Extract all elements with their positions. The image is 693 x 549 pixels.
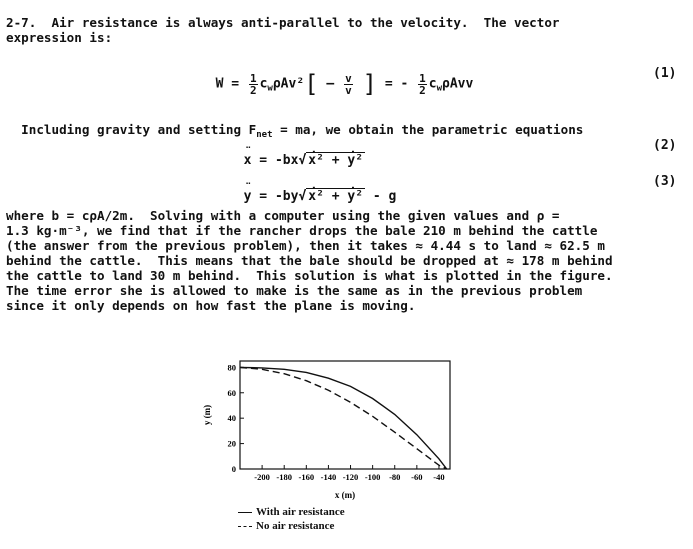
body-line: where b = cρA/2m. Solving with a computer using the given values and ρ = bbox=[6, 208, 560, 223]
y-tick-label: 20 bbox=[227, 438, 236, 449]
eq3-mid: = -by bbox=[251, 189, 299, 204]
x-tick-label: -120 bbox=[342, 472, 359, 482]
eq2-end: ² bbox=[355, 153, 364, 168]
eq1-rhs-half bbox=[418, 73, 427, 96]
eq1-rho-av2: ρAv² bbox=[272, 76, 305, 92]
equation-3-number: (3) bbox=[653, 174, 677, 189]
series-line-no-air-resistance bbox=[240, 367, 447, 469]
intro-line-1: 2-7. Air resistance is always anti-parallel to the velocity. The vector bbox=[6, 15, 560, 30]
eq1-rhs-half-den: 2 bbox=[419, 83, 426, 97]
eq1-cw: c bbox=[259, 76, 268, 92]
eq1-half-fraction bbox=[249, 73, 258, 96]
body-line: the cattle to land 30 m behind. This solution is what is plotted in the figure. bbox=[6, 268, 613, 283]
eq1-half-num: 1 bbox=[249, 71, 257, 85]
intro-line-2: expression is: bbox=[6, 30, 113, 45]
body-line: behind the cattle. This means that the bale should be dropped at ≈ 178 m behind bbox=[6, 253, 613, 268]
body-line: 1.3 kg·m⁻³, we find that if the rancher drops the bale 210 m behind the cattle bbox=[6, 223, 598, 238]
eq3-x-dot: · x bbox=[308, 189, 316, 204]
eq1-rhs-rest: ρAvv bbox=[442, 76, 474, 92]
body-line: (the answer from the previous problem), then it takes ≈ 4.44 s to land ≈ 62.5 m bbox=[6, 238, 605, 253]
eq1-rhs-half-num: 1 bbox=[419, 71, 426, 85]
eq3-radicand bbox=[306, 188, 365, 204]
eq2-x-dot: · x bbox=[308, 153, 316, 168]
x-axis-label: x (m) bbox=[334, 490, 356, 500]
gravity-line-post: = ma, we obtain the parametric equations bbox=[272, 122, 584, 137]
eq2-plus: ² + bbox=[316, 153, 348, 168]
eq1-lhs: W = bbox=[215, 76, 247, 92]
body-line: since it only depends on how fast the plane is moving. bbox=[6, 298, 416, 313]
eq3-plus: ² + bbox=[316, 189, 348, 204]
eq3-y-dot: · y bbox=[347, 189, 355, 204]
gravity-line-pre: Including gravity and setting bbox=[21, 122, 249, 137]
equation-1: W = $\frac{1}{2}$ $c_w\rho Av^2$[ – $\frac{v}{v}$ ] = - $\frac{1}{2}$ $c_w\rho Avv$ bbox=[215, 70, 474, 98]
x-tick-label: -180 bbox=[276, 472, 293, 482]
x-tick-label: -100 bbox=[364, 472, 381, 482]
legend-item-no-air bbox=[238, 519, 345, 533]
x-tick-label: -80 bbox=[389, 472, 401, 482]
eq1-rhs-cw-sub: w bbox=[436, 83, 443, 94]
eq3-end: ² bbox=[355, 189, 364, 204]
legend-label-no-air: No air resistance bbox=[256, 520, 335, 532]
fnet-subscript: net bbox=[256, 130, 273, 140]
y-tick-label: 40 bbox=[227, 413, 236, 424]
eq2-mid: = -bx bbox=[251, 153, 299, 168]
y-axis-ticks bbox=[228, 362, 245, 474]
x-tick-label: -160 bbox=[298, 472, 315, 482]
equation-2-number: (2) bbox=[653, 138, 677, 153]
eq1-v-mag: v bbox=[345, 83, 352, 97]
equation-1-number: (1) bbox=[653, 66, 677, 81]
legend-item-with-air bbox=[238, 505, 345, 519]
solid-line-swatch bbox=[238, 512, 252, 513]
x-axis-ticks bbox=[254, 465, 444, 482]
eq2-x-ddot: ¨ x bbox=[244, 153, 252, 168]
equation-2: ¨ x = -bx√· x² + · y² bbox=[228, 138, 365, 168]
x-tick-label: -140 bbox=[320, 472, 337, 482]
trajectory-chart-svg bbox=[202, 355, 462, 505]
eq3-tail: - g bbox=[365, 189, 397, 204]
eq1-half-den: 2 bbox=[249, 83, 257, 97]
eq1-left-bracket: [ bbox=[304, 70, 319, 98]
eq3-y-ddot: ¨ y bbox=[244, 189, 252, 204]
legend-label-with-air: With air resistance bbox=[256, 506, 345, 518]
y-tick-label: 0 bbox=[231, 464, 236, 474]
x-tick-label: -200 bbox=[254, 472, 270, 482]
chart-legend bbox=[238, 505, 345, 533]
series-group bbox=[240, 367, 447, 469]
body-line: The time error she is allowed to make is the same as in the previous problem bbox=[6, 283, 583, 298]
eq1-v-vector: v bbox=[345, 71, 352, 85]
eq1-cw-sub: w bbox=[267, 83, 273, 94]
eq1-rhs-prefix: = - bbox=[377, 76, 417, 92]
series-line-with-air-resistance bbox=[240, 367, 447, 469]
equation-3: ¨ y = -by√· x² + · y² - g bbox=[228, 174, 396, 204]
eq2-radicand bbox=[306, 152, 365, 168]
eq1-unit-vector bbox=[344, 73, 353, 96]
dashed-line-swatch bbox=[238, 526, 252, 527]
eq1-rhs-cw: c bbox=[428, 76, 437, 92]
eq2-y-dot: · y bbox=[347, 153, 355, 168]
fnet-symbol: F bbox=[248, 122, 257, 137]
x-tick-label: -40 bbox=[433, 472, 445, 482]
eq1-right-bracket: ] bbox=[362, 70, 377, 98]
y-tick-label: 80 bbox=[227, 362, 236, 373]
plot-frame bbox=[240, 361, 450, 469]
y-axis-label: y (m) bbox=[202, 404, 212, 426]
y-tick-label: 60 bbox=[227, 387, 236, 398]
x-tick-label: -60 bbox=[411, 472, 423, 482]
